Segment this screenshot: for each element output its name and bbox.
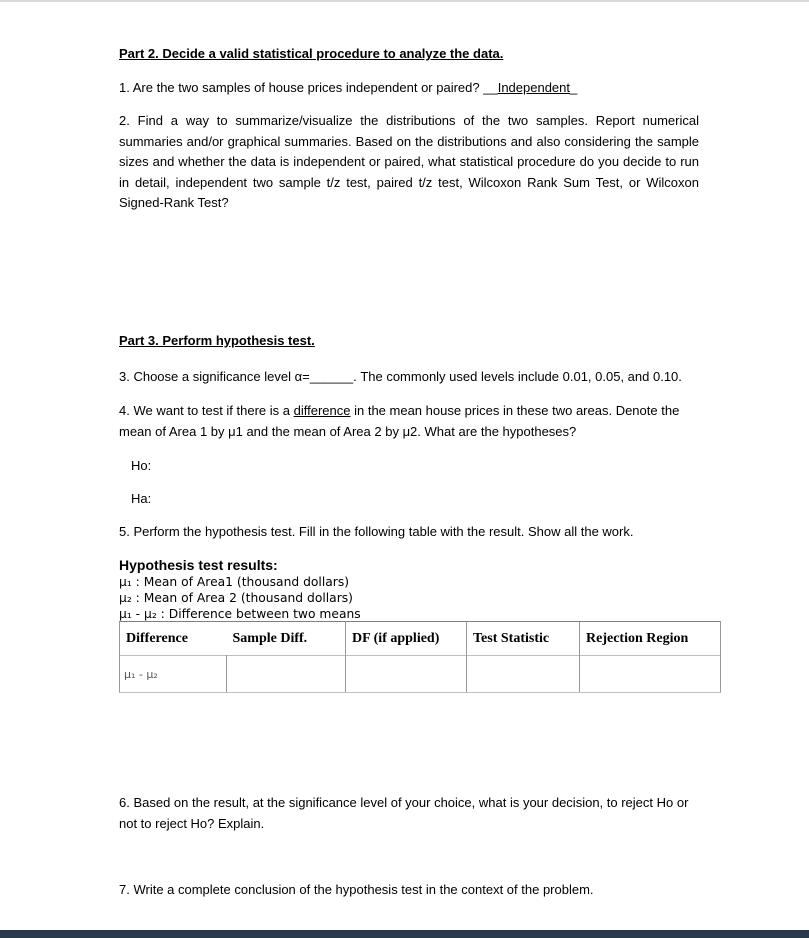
question-1-answer: Independent — [497, 80, 570, 95]
results-title: Hypothesis test results: — [119, 557, 278, 573]
header-difference: Difference — [120, 622, 227, 656]
results-table — [119, 621, 721, 693]
header-rejection-region: Rejection Region — [580, 622, 721, 656]
question-4 — [119, 401, 699, 442]
part2-heading: Part 2. Decide a valid statistical procedure to analyze the data. — [119, 46, 504, 61]
question-7: 7. Write a complete conclusion of the hypothesis test in the context of the problem. — [119, 882, 594, 897]
question-6: 6. Based on the result, at the significance level of your choice, what is your decision, to reject Ho or not to reject Ho? Explain. — [119, 795, 689, 831]
cell-test-statistic[interactable] — [467, 656, 580, 693]
cell-sample-diff[interactable] — [227, 656, 346, 693]
question-4-rest: in the mean house prices in these two areas. Denote the mean of Area 1 by μ1 and the mean of Area 2 by μ2. What are the hypotheses? — [119, 403, 680, 439]
cell-df[interactable] — [346, 656, 467, 693]
table-row — [120, 656, 721, 693]
question-3: 3. Choose a significance level α=______. The commonly used levels include 0.01, 0.05, and 0.10. — [119, 369, 682, 384]
cell-rejection-region[interactable] — [580, 656, 721, 693]
question-1-blank: _ — [570, 80, 578, 95]
question-2: 2. Find a way to summarize/visualize the distributions of the two samples. Report numerical summaries and/or graphical summaries. Based on the distributions and also considering the sample sizes and whether the data is independent or paired, what statistical procedure do you decide to run in detail, independent two sample t/z test, paired t/z test, Wilcoxon Rank Sum Test, or Wilcoxon Signed-Rank Test? — [119, 113, 699, 210]
results-table-header — [120, 622, 721, 656]
part3-heading: Part 3. Perform hypothesis test. — [119, 333, 315, 348]
question-1-text: 1. Are the two samples of house prices independent or paired? __ — [119, 80, 498, 95]
question-5: 5. Perform the hypothesis test. Fill in the following table with the result. Show all the work. — [119, 524, 634, 539]
header-df: DF (if applied) — [346, 622, 467, 656]
mu1-definition: μ₁ : Mean of Area1 (thousand dollars) — [119, 575, 350, 589]
bottom-bar — [0, 930, 809, 938]
header-sample-diff: Sample Diff. — [227, 622, 346, 656]
question-1 — [119, 80, 577, 96]
question-4-emphasis: difference — [293, 403, 351, 418]
top-rule — [0, 0, 809, 2]
ha-label: Ha: — [131, 491, 152, 506]
mu2-definition: μ₂ : Mean of Area 2 (thousand dollars) — [119, 591, 353, 605]
question-4-lead: 4. We want to test if there is a — [119, 403, 294, 418]
difference-definition: μ₁ - μ₂ : Difference between two means — [119, 607, 361, 621]
ho-label: Ho: — [131, 458, 152, 473]
header-test-statistic: Test Statistic — [467, 622, 580, 656]
cell-difference[interactable]: μ₁ - μ₂ — [120, 656, 227, 693]
